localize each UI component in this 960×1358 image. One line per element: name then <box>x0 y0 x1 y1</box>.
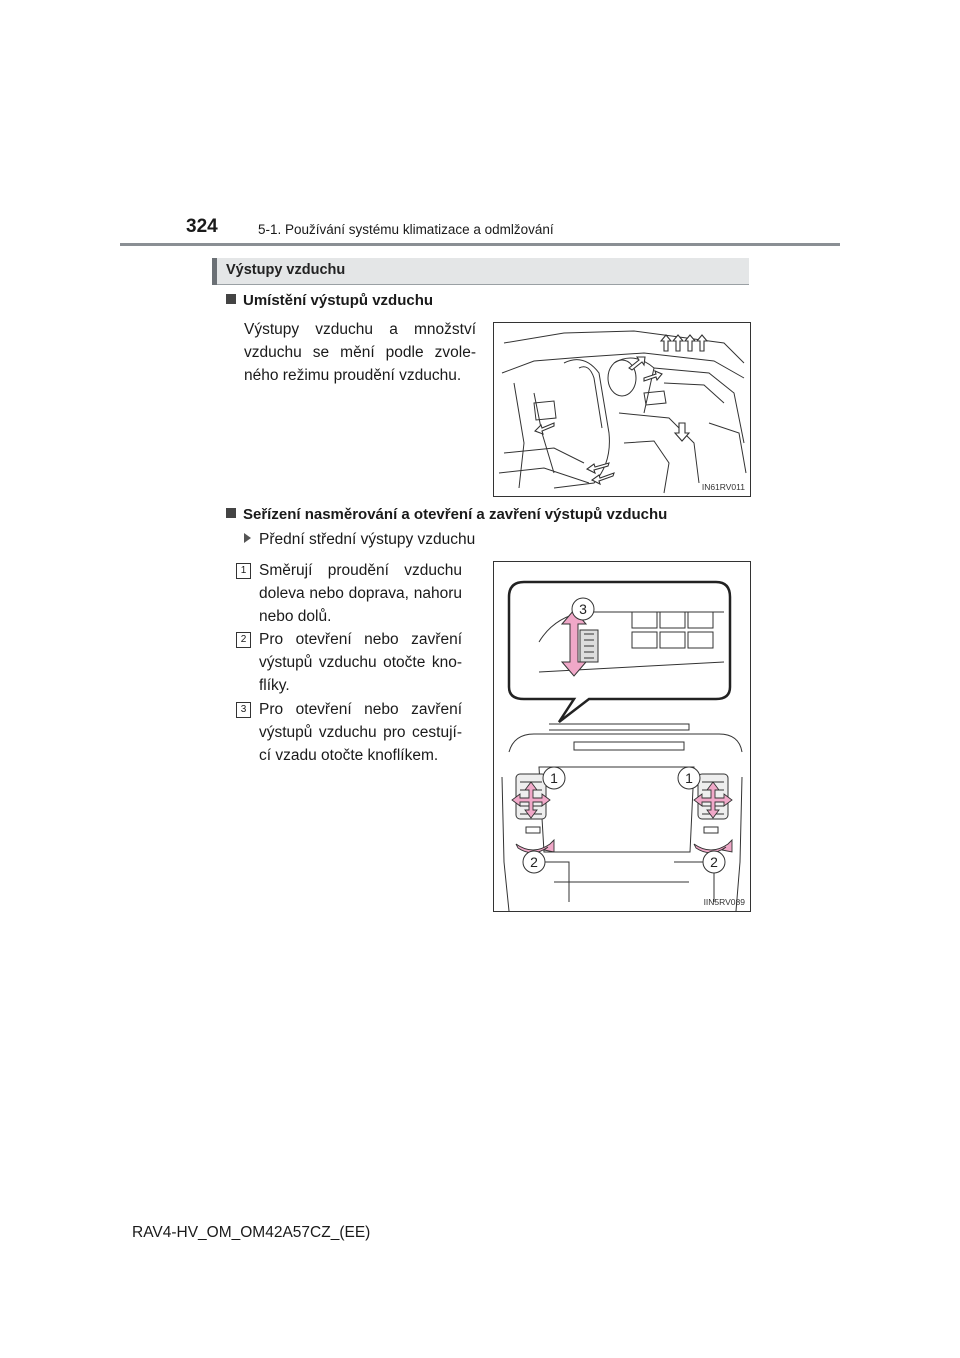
square-bullet-icon <box>226 294 236 304</box>
page-number: 324 <box>186 216 218 237</box>
adjustment-heading <box>226 506 667 523</box>
car-interior-illustration <box>494 323 750 496</box>
item-number-badge: 1 <box>236 563 251 579</box>
adjustment-heading-text: Seřízení nasměrování a otevření a zavření výstupů vzduchu <box>243 506 668 523</box>
list-item <box>236 628 462 697</box>
item-number-badge: 2 <box>236 632 251 648</box>
item-text: Pro otevření nebo zavření výstupů vzduchu otočte kno-flíky. <box>259 631 462 694</box>
section-title: Výstupy vzduchu <box>226 262 346 278</box>
item-number-badge: 3 <box>236 702 251 718</box>
front-vents-bullet <box>244 531 475 549</box>
callout-1-left: 1 <box>550 770 558 786</box>
section-title-bar <box>212 258 749 285</box>
callout-2-right: 2 <box>710 854 718 870</box>
vent-adjustment-figure <box>493 561 751 912</box>
header-rule <box>120 243 840 246</box>
item-text: Pro otevření nebo zavření výstupů vzduchu pro cestují-cí vzadu otočte knoflíkem. <box>259 701 462 764</box>
list-item <box>236 698 462 767</box>
location-text: Výstupy vzduchu a množství vzduchu se mění podle zvole-ného režimu proudění vzduchu. <box>244 321 476 384</box>
section-bar-stripe <box>212 258 217 285</box>
triangle-bullet-icon <box>244 533 251 543</box>
callout-2-left: 2 <box>530 854 538 870</box>
list-item <box>236 559 462 628</box>
document-id: RAV4-HV_OM_OM42A57CZ_(EE) <box>132 1224 371 1241</box>
square-bullet-icon <box>226 508 236 518</box>
figure-code: IIN5RV089 <box>703 897 745 907</box>
dashboard-vents-illustration <box>494 562 750 911</box>
figure-code: IN61RV011 <box>701 482 745 492</box>
front-vents-bullet-text: Přední střední výstupy vzduchu <box>259 531 476 548</box>
vent-location-figure <box>493 322 751 497</box>
location-heading-text: Umístění výstupů vzduchu <box>243 292 434 309</box>
callout-1-right: 1 <box>685 770 693 786</box>
location-heading <box>226 292 433 309</box>
item-text: Směrují proudění vzduchu doleva nebo doprava, nahoru nebo dolů. <box>259 562 462 625</box>
callout-3: 3 <box>579 601 587 617</box>
chapter-title: 5-1. Používání systému klimatizace a odmlžování <box>258 222 554 237</box>
